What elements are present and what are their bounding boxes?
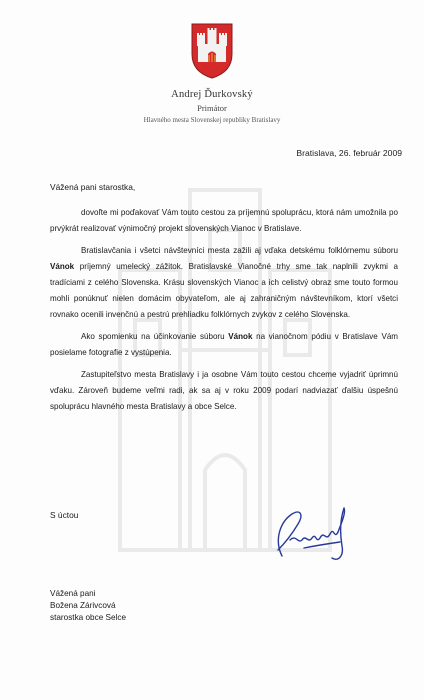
addressee-block [50,588,126,624]
letter-body [50,205,398,421]
sender-title: Primátor [197,103,227,113]
bratislava-coat-of-arms [190,22,234,80]
date-line: Bratislava, 26. február 2009 [296,148,402,158]
sender-institution: Hlavného mesta Slovenskej republiky Bratislavy [143,116,281,124]
closing: S úctou [50,510,79,520]
handwritten-signature [268,500,358,570]
paragraph: dovoľte mi poďakovať Vám touto cestou za príjemnú spoluprácu, ktorá nám umožnila po prvýkrát realizovať výnimočný projekt slovenských Vianoc v Bratislave. [50,208,398,233]
addressee-name: Božena Zárivcová [50,601,116,610]
addressee-position: starostka obce Selce [50,613,127,622]
salutation: Vážená pani starostka, [50,182,136,192]
paragraph: Zastupiteľstvo mesta Bratislavy i ja osobne Vám touto cestou chceme vyjadriť úprimnú vďaku. Zároveň budeme veľmi radi, ak sa aj v roku 2009 podarí nadviazať ďalšiu úspešnú spoluprácu hlavného mesta Bratislavy a obce Selce. [50,370,398,411]
paragraph: Ako spomienku na účinkovanie súboru Vánok na vianočnom pódiu v Bratislave Vám posielame fotografie z vystúpenia. [50,332,398,357]
sender-name: Andrej Ďurkovský [171,89,253,100]
addressee-line: Vážená pani [50,589,96,598]
paragraph: Bratislavčania i všetci návštevníci mesta zažili aj vďaka detskému folklórnemu súboru Vánok príjemný umelecký zážitok. Bratislavské Vianočné trhy sme tak naplnili zvykmi a tradíciami z celého Slovenska. Krásu slovenských Vianoc a ich celistvý obraz sme touto formou mohli ponúknuť nielen domácim obyvateľom, ale aj zahraničným návštevníkom, ktorí všetci rovnako ocenili invenčnú a pestrú prehliadku folklórnych zvykov z celého Slovenska. [50,246,398,319]
